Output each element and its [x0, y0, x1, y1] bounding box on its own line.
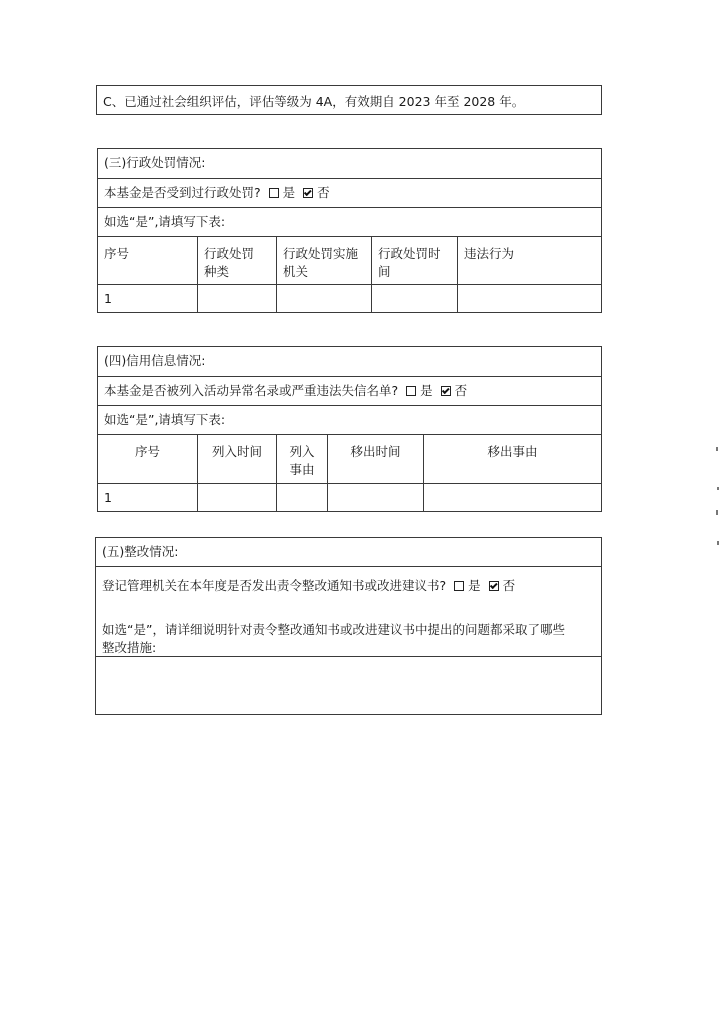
section-c-text: C、已通过社会组织评估，评估等级为 4A，有效期自 2023 年至 2028 年。: [103, 94, 525, 109]
section-3-question: 本基金是否受到过行政处罚?: [104, 185, 261, 200]
section-3-no-label: 否: [317, 185, 330, 200]
section-4-header-listed-reason: 列入 事由: [277, 435, 328, 483]
section-3-header-violation: 违法行为: [464, 246, 515, 261]
scan-mark: [717, 541, 719, 545]
section-5-no-label: 否: [502, 578, 516, 593]
section-4-header-removed-time: 移出时间: [328, 435, 424, 483]
section-3-row-type[interactable]: [198, 284, 277, 312]
section-3-header-type: 行政处罚 种类: [198, 237, 277, 284]
section-4-header-listed-time: 列入时间: [198, 435, 277, 483]
section-3-header-index: 序号: [98, 237, 198, 284]
section-3-yes-checkbox[interactable]: [269, 188, 279, 198]
section-3-fill-note: 如选“是”,请填写下表:: [98, 208, 601, 237]
section-4-row-listed-reason[interactable]: [277, 483, 328, 511]
section-4-title: (四)信用信息情况:: [98, 347, 601, 377]
section-5-yes-label: 是: [468, 578, 481, 593]
section-5-detail-line1: 如选“是”，请详细说明针对责令整改通知书或改进建议书中提出的问题都采取了哪些: [102, 622, 565, 637]
section-4-row-removed-reason[interactable]: [424, 483, 601, 511]
section-4-row-index: 1: [98, 483, 198, 511]
scan-mark: [716, 510, 718, 515]
section-3-no-checkbox[interactable]: [303, 188, 313, 198]
section-5-question-block: [96, 567, 601, 657]
section-4-header-row: [98, 435, 601, 484]
section-3-header-time: 行政处罚时 间: [372, 237, 458, 284]
section-3-question-row: [98, 179, 601, 208]
section-5-question-line: [102, 576, 515, 594]
section-5-question: 登记管理机关在本年度是否发出责令整改通知书或改进建议书?: [102, 578, 447, 593]
section-3-header-agency: 行政处罚实施 机关: [277, 237, 372, 284]
table-row: [98, 483, 601, 511]
section-4-header-removed-reason: 移出事由: [487, 444, 538, 459]
section-4-question-row: [98, 377, 601, 406]
section-3-row-violation[interactable]: [458, 284, 601, 312]
section-5-answer-area[interactable]: [96, 657, 601, 714]
section-4-no-label: 否: [454, 383, 468, 398]
section-3-row-agency[interactable]: [277, 284, 372, 312]
section-4-table: [97, 346, 602, 512]
section-5-yes-checkbox[interactable]: [454, 581, 464, 591]
section-4-yes-label: 是: [420, 383, 433, 398]
scan-mark: [716, 447, 718, 451]
section-5-title: (五)整改情况:: [96, 538, 601, 567]
section-4-yes-checkbox[interactable]: [406, 386, 416, 396]
section-3-table: [97, 148, 602, 313]
section-4-no-checkbox[interactable]: [441, 386, 451, 396]
section-3-row-time[interactable]: [372, 284, 458, 312]
section-4-row-listed-time[interactable]: [198, 483, 277, 511]
section-3-header-row: [98, 237, 601, 285]
section-5-table: [95, 537, 602, 715]
section-4-row-removed-time[interactable]: [328, 483, 424, 511]
scan-mark: [717, 487, 719, 490]
table-row: [98, 284, 601, 312]
section-c-box: [96, 85, 602, 115]
section-3-yes-label: 是: [282, 185, 296, 200]
section-4-header-index: 序号: [98, 435, 198, 483]
section-5-no-checkbox[interactable]: [489, 581, 499, 591]
section-3-row-index: 1: [98, 284, 198, 312]
section-3-title: (三)行政处罚情况:: [98, 149, 601, 179]
section-5-detail-line2: 整改措施:: [102, 640, 157, 655]
section-4-fill-note: 如选“是”,请填写下表:: [98, 406, 601, 435]
section-4-question: 本基金是否被列入活动异常名录或严重违法失信名单?: [104, 383, 399, 398]
